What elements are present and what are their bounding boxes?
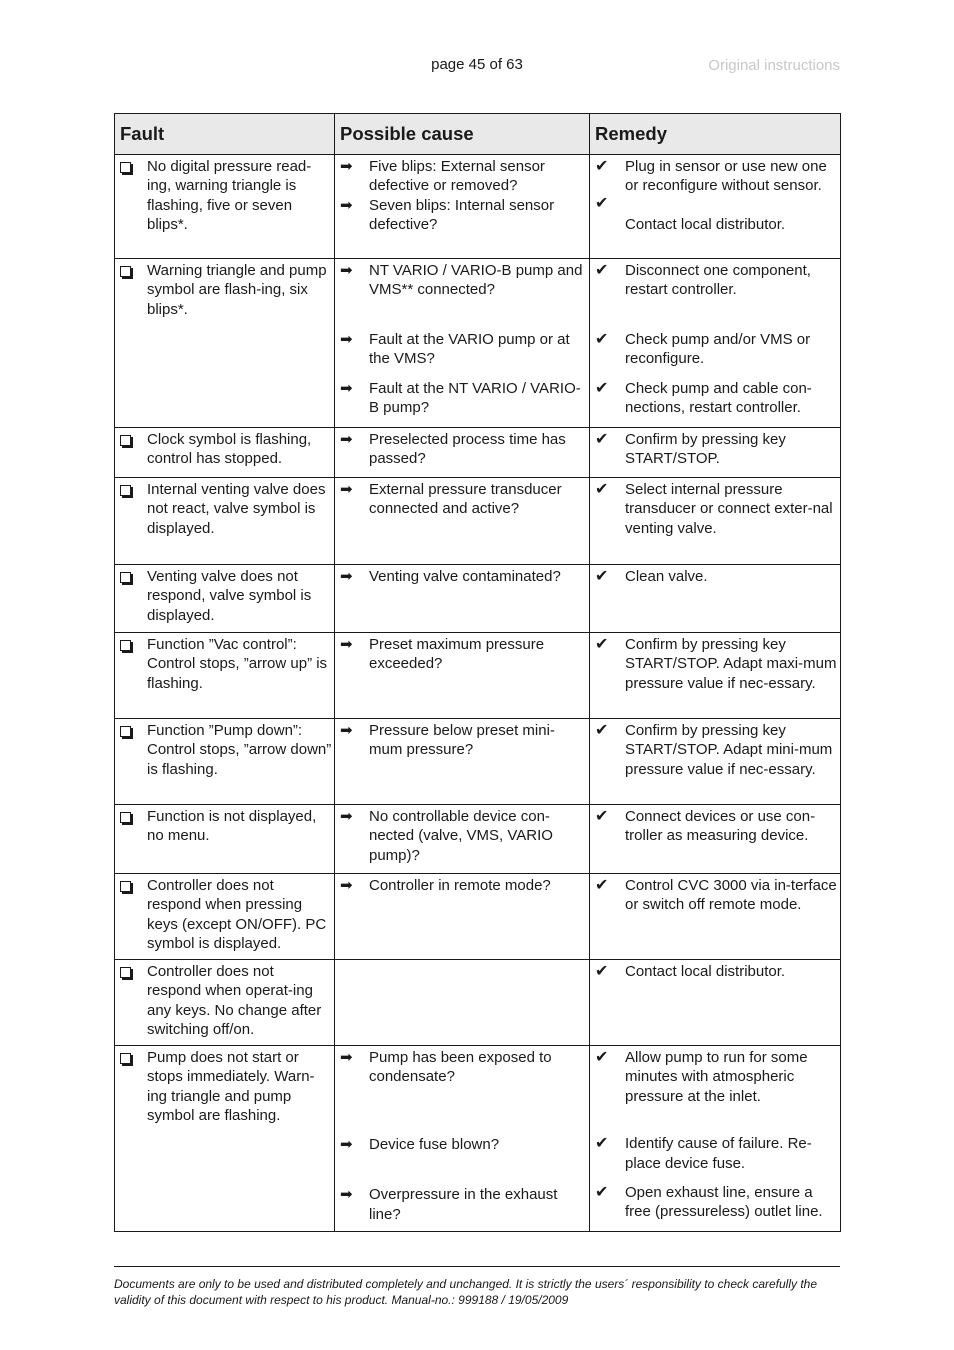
table-row — [115, 874, 841, 960]
remedy-text: Clean valve. — [625, 568, 708, 585]
fault-cell — [115, 1046, 335, 1232]
cause-cell — [335, 719, 590, 805]
arrow-right-icon: ➡ — [340, 379, 353, 397]
fault-text: Function ”Vac control”: Control stops, ”arrow up” is flashing. — [147, 636, 328, 692]
arrow-right-icon: ➡ — [340, 636, 353, 653]
remedy-cell — [590, 428, 841, 478]
checkbox-icon — [120, 480, 142, 501]
fault-text: Pump does not start or stops immediately. Warn-ing triangle and pump symbol are flashing. — [147, 1049, 315, 1125]
arrow-right-icon: ➡ — [340, 568, 353, 585]
checkmark-icon: ✔ — [595, 330, 609, 348]
checkmark-icon: ✔ — [595, 1184, 609, 1202]
arrow-right-icon: ➡ — [340, 877, 353, 894]
fault-cell — [115, 633, 335, 719]
table-row — [115, 565, 841, 633]
checkmark-icon: ✔ — [595, 481, 609, 498]
cause-text: Preselected process time has passed? — [369, 431, 566, 468]
remedy-cell — [590, 565, 841, 633]
cause-text: Venting valve contaminated? — [369, 568, 561, 585]
cause-text: Seven blips: Internal sensor defective? — [369, 196, 555, 234]
arrow-right-icon: ➡ — [340, 158, 353, 175]
cause-text: No controllable device con-nected (valve, VMS, VARIO pump)? — [369, 808, 553, 864]
remedy-text: Open exhaust line, ensure a free (pressureless) outlet line. — [625, 1184, 823, 1221]
table-row — [115, 719, 841, 805]
cause-text: External pressure transducer connected and active? — [369, 481, 562, 518]
checkmark-icon: ✔ — [595, 722, 609, 739]
cause-cell — [335, 633, 590, 719]
remedy-cell — [590, 633, 841, 719]
checkmark-icon: ✔ — [595, 808, 609, 825]
remedy-text: Contact local distributor. — [625, 963, 786, 980]
fault-text: Controller does not respond when pressing keys (except ON/OFF). PC symbol is displayed. — [147, 877, 327, 953]
table-row — [115, 259, 841, 428]
remedy-text: Confirm by pressing key START/STOP. Adapt maxi-mum pressure value if nec-essary. — [625, 636, 837, 692]
arrow-right-icon: ➡ — [340, 262, 353, 279]
checkmark-icon: ✔ — [595, 194, 609, 212]
remedy-cell — [590, 874, 841, 960]
remedy-text: Control CVC 3000 via in-terface or switch off remote mode. — [625, 877, 837, 914]
checkbox-icon — [120, 876, 142, 897]
fault-cell — [115, 719, 335, 805]
checkbox-icon — [120, 1048, 142, 1069]
checkbox-icon — [120, 261, 142, 282]
fault-text: Function ”Pump down”: Control stops, ”arrow down” is flashing. — [147, 722, 332, 778]
cause-cell — [335, 259, 590, 428]
checkbox-icon — [120, 430, 142, 451]
table-row — [115, 633, 841, 719]
cause-text: Preset maximum pressure exceeded? — [369, 636, 545, 673]
remedy-text: Allow pump to run for some minutes with atmospheric pressure at the inlet. — [625, 1049, 808, 1105]
remedy-cell — [590, 259, 841, 428]
cause-text: NT VARIO / VARIO-B pump and VMS** connected? — [369, 262, 583, 299]
checkbox-icon — [120, 807, 142, 828]
table-row — [115, 428, 841, 478]
table-row — [115, 960, 841, 1046]
fault-cell — [115, 805, 335, 874]
remedy-cell — [590, 960, 841, 1046]
checkmark-icon: ✔ — [595, 636, 609, 653]
fault-cell — [115, 960, 335, 1046]
checkmark-icon: ✔ — [595, 877, 609, 894]
checkmark-icon: ✔ — [595, 379, 609, 397]
cause-text: Fault at the VARIO pump or at the VMS? — [369, 330, 570, 368]
fault-text: Function is not displayed, no menu. — [147, 808, 317, 845]
cause-cell — [335, 428, 590, 478]
fault-text: Warning triangle and pump symbol are flash-ing, six blips*. — [147, 262, 327, 318]
arrow-right-icon: ➡ — [340, 330, 353, 348]
checkmark-icon: ✔ — [595, 262, 609, 279]
checkbox-icon — [120, 157, 142, 178]
troubleshooting-table-container — [114, 113, 840, 1232]
remedy-cell — [590, 155, 841, 259]
page-number: page 45 of 63 — [431, 56, 523, 73]
remedy-text: Confirm by pressing key START/STOP. Adapt mini-mum pressure value if nec-essary. — [625, 722, 833, 778]
cause-cell — [335, 960, 590, 1046]
remedy-text: Select internal pressure transducer or connect exter-nal venting valve. — [625, 481, 833, 537]
arrow-right-icon: ➡ — [340, 196, 353, 214]
original-instructions-label: Original instructions — [708, 57, 840, 74]
cause-text: Pressure below preset mini-mum pressure? — [369, 722, 555, 759]
checkmark-icon: ✔ — [595, 963, 609, 980]
remedy-text: Confirm by pressing key START/STOP. — [625, 431, 786, 468]
table-row — [115, 805, 841, 874]
table-header-row — [115, 114, 841, 155]
fault-cell — [115, 259, 335, 428]
checkmark-icon: ✔ — [595, 1135, 609, 1153]
remedy-cell — [590, 719, 841, 805]
checkbox-icon — [120, 635, 142, 656]
arrow-right-icon: ➡ — [340, 431, 353, 448]
fault-cell — [115, 155, 335, 259]
fault-cell — [115, 428, 335, 478]
fault-text: Venting valve does not respond, valve symbol is displayed. — [147, 568, 312, 624]
cause-cell — [335, 478, 590, 565]
cause-text: Fault at the NT VARIO / VARIO-B pump? — [369, 379, 581, 417]
header-possible-cause: Possible cause — [335, 114, 590, 155]
fault-text: No digital pressure read-ing, warning triangle is flashing, five or seven blips*. — [147, 158, 312, 234]
remedy-text: Plug in sensor or use new one or reconfigure without sensor. — [625, 158, 827, 195]
fault-text: Controller does not respond when operat-ing any keys. No change after switching off/on. — [147, 963, 322, 1039]
footer-divider — [114, 1266, 840, 1267]
remedy-text: Check pump and cable con-nections, restart controller. — [625, 379, 812, 417]
arrow-right-icon: ➡ — [340, 1049, 353, 1066]
remedy-cell — [590, 478, 841, 565]
cause-cell — [335, 874, 590, 960]
troubleshooting-table — [114, 113, 841, 1232]
cause-cell — [335, 155, 590, 259]
cause-cell — [335, 1046, 590, 1232]
arrow-right-icon: ➡ — [340, 1186, 353, 1204]
checkmark-icon: ✔ — [595, 1049, 609, 1066]
remedy-text: Connect devices or use con-troller as measuring device. — [625, 808, 816, 845]
fault-cell — [115, 478, 335, 565]
cause-text: Five blips: External sensor defective or removed? — [369, 158, 545, 195]
remedy-cell — [590, 1046, 841, 1232]
table-row — [115, 1046, 841, 1232]
cause-cell — [335, 565, 590, 633]
fault-cell — [115, 874, 335, 960]
table-row — [115, 155, 841, 259]
header-fault: Fault — [115, 114, 335, 155]
checkmark-icon: ✔ — [595, 568, 609, 585]
checkbox-icon — [120, 721, 142, 742]
footer-disclaimer: Documents are only to be used and distributed completely and unchanged. It is strictly the users´ responsibility to check carefully the validity of this document with respect to his product. Manual-no.: 999188 / 19/05/2009 — [114, 1277, 818, 1307]
cause-text: Overpressure in the exhaust line? — [369, 1186, 558, 1223]
cause-text: Controller in remote mode? — [369, 877, 551, 894]
remedy-text: Disconnect one component, restart controller. — [625, 262, 811, 299]
remedy-text: Contact local distributor. — [625, 215, 786, 233]
checkmark-icon: ✔ — [595, 431, 609, 448]
remedy-text: Identify cause of failure. Re-place device fuse. — [625, 1135, 812, 1172]
arrow-right-icon: ➡ — [340, 481, 353, 498]
remedy-text: Check pump and/or VMS or reconfigure. — [625, 330, 811, 368]
checkbox-icon — [120, 567, 142, 588]
fault-cell — [115, 565, 335, 633]
checkbox-icon — [120, 962, 142, 983]
arrow-right-icon: ➡ — [340, 808, 353, 825]
arrow-right-icon: ➡ — [340, 1135, 353, 1153]
fault-text: Internal venting valve does not react, valve symbol is displayed. — [147, 481, 326, 537]
cause-text: Device fuse blown? — [369, 1135, 500, 1153]
checkmark-icon: ✔ — [595, 158, 609, 175]
table-row — [115, 478, 841, 565]
arrow-right-icon: ➡ — [340, 722, 353, 739]
cause-cell — [335, 805, 590, 874]
header-remedy: Remedy — [590, 114, 841, 155]
cause-text: Pump has been exposed to condensate? — [369, 1049, 552, 1086]
fault-text: Clock symbol is flashing, control has stopped. — [147, 431, 312, 468]
remedy-cell — [590, 805, 841, 874]
